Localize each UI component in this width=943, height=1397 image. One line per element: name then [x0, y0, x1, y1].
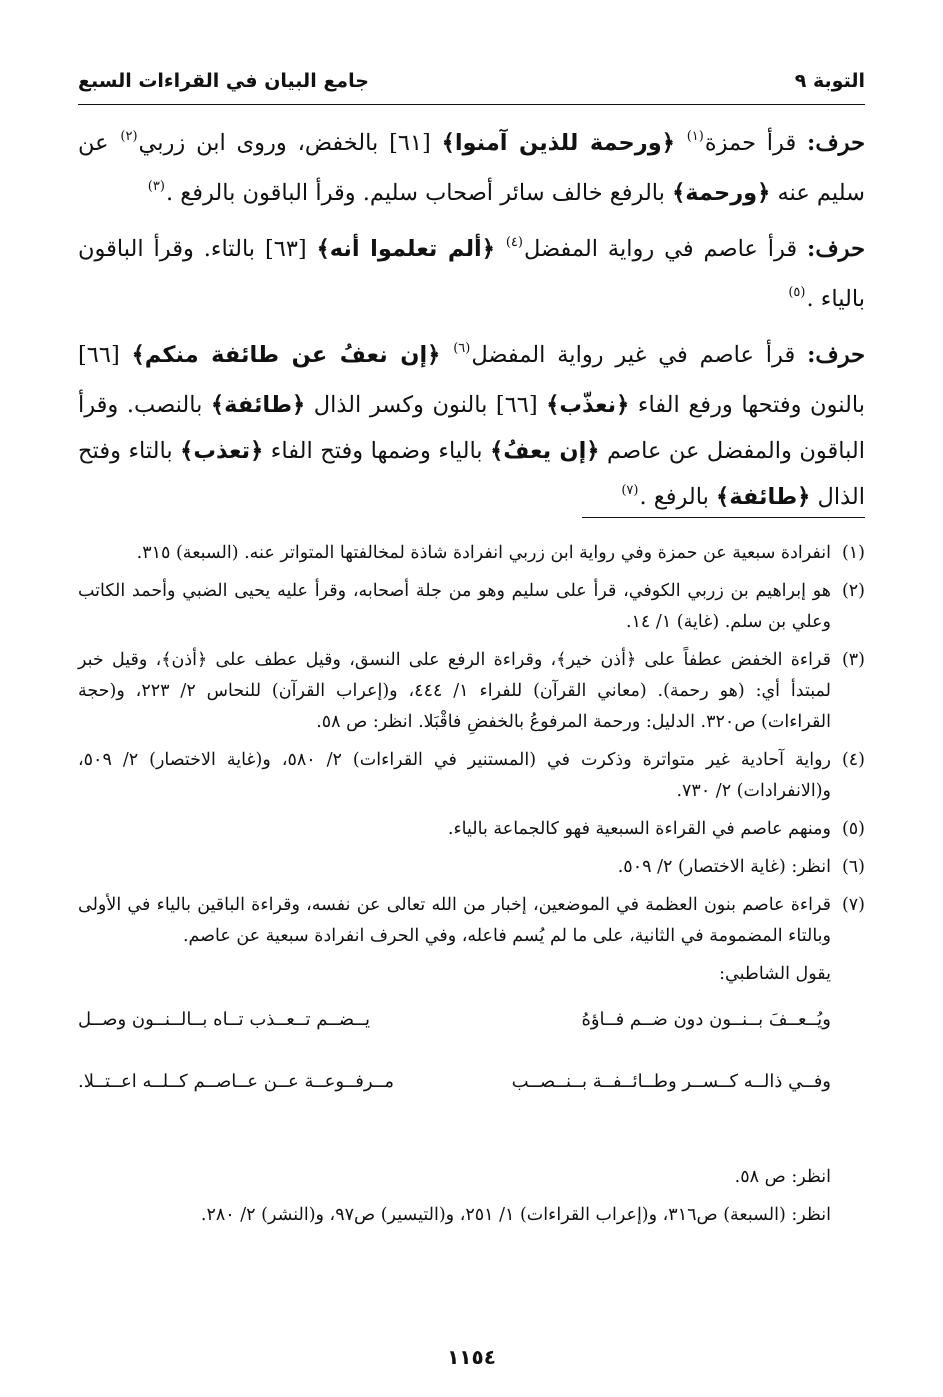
quran-quote: ﴿تعذب﴾ — [180, 438, 264, 464]
text-run: قرأ عاصم في رواية المفضل — [523, 236, 808, 262]
footnote-number: (٥) — [841, 819, 865, 839]
footnote-7 — [78, 890, 865, 952]
quran-quote: ﴿ألم تعلموا أنه﴾ — [316, 236, 495, 262]
verse-line — [78, 1066, 831, 1098]
text-run: بالتاء وفتح الذال — [78, 438, 865, 510]
footnote-1 — [78, 538, 865, 569]
verse-second-hemistich: مــرفــوعــة عــن عــاصــم كــلــه اعــتــلا. — [78, 1071, 394, 1092]
text-run: [٦٦] بالنون وكسر الذال — [305, 392, 547, 418]
text-run — [440, 342, 452, 368]
footnote-ref: (٣) — [147, 179, 165, 194]
verse-first-hemistich: ويُــعــفَ بــنــون دون ضــم فــاؤهُ — [581, 1009, 831, 1030]
harf-label: حرف: — [807, 342, 866, 368]
footnotes — [78, 538, 865, 1238]
quran-quote: ﴿طائفة﴾ — [210, 392, 306, 418]
paragraph-1 — [78, 120, 865, 220]
text-run — [675, 130, 686, 156]
footnote-number: (٦) — [841, 857, 865, 877]
text-run — [495, 236, 505, 262]
footnote-4 — [78, 745, 865, 807]
harf-label: حرف: — [807, 236, 865, 262]
footnote-number: (١) — [841, 543, 865, 563]
reference-line: انظر: (السبعة) ص٣١٦، و(إعراب القراءات) ١/ ٢٥١، و(التيسير) ص٩٧، و(النشر) ٢/ ٢٨٠. — [200, 1205, 831, 1225]
quran-quote: ﴿إن نعفُ عن طائفة منكم﴾ — [131, 342, 441, 368]
footnote-3 — [78, 645, 865, 738]
text-run: بالنصب. وقرأ الباقون والمفضل عن عاصم — [78, 392, 866, 464]
footnote-number: (٢) — [841, 581, 865, 601]
footnote-number: (٣) — [841, 650, 865, 670]
footnote-text: انظر: (غاية الاختصار) ٢/ ٥٠٩. — [617, 857, 831, 877]
text-run: [٦١] بالخفض، وروى ابن زربي — [138, 130, 442, 156]
footnote-text: ومنهم عاصم في القراءة السبعية فهو كالجماعة بالياء. — [447, 819, 831, 839]
text-run: عن سليم عنه — [78, 130, 865, 206]
harf-label: حرف: — [807, 130, 865, 156]
text-run: قرأ عاصم في غير رواية المفضل — [471, 342, 808, 368]
footnote-text: قراءة عاصم بنون العظمة في الموضعين، إخبار من الله تعالى عن نفسه، وقراءة الباقين بالياء في الأولى وبالتاء المضمومة في الثانية، على ما لم يُسم فاعله، وفي الحرف انفرادة سبعية عن عاصم. — [78, 895, 831, 946]
quran-quote: ﴿ورحمة للذين آمنوا﴾ — [441, 130, 675, 156]
footnote-separator — [582, 517, 865, 518]
quran-quote: ﴿ورحمة﴾ — [672, 180, 771, 206]
footnote-text: انفرادة سبعية عن حمزة وفي رواية ابن زربي انفرادة شاذة لمخالفتها المتواتر عنه. (السبعة) ٣١٥. — [136, 543, 831, 563]
quran-quote: ﴿نعذّب﴾ — [546, 392, 630, 418]
text-run: بالرفع . — [639, 484, 717, 510]
page-number: ١١٥٤ — [447, 1345, 496, 1369]
text-run: بالياء وضمها وفتح الفاء — [263, 438, 491, 464]
footnote-5 — [78, 814, 865, 845]
verse-first-hemistich: وفــي ذالــه كــســر وطــائــفــة بــنــصــب — [511, 1071, 831, 1092]
header-book-title: جامع البيان في القراءات السبع — [78, 70, 369, 92]
footnote-text: قراءة الخفض عطفاً على ﴿أذن خير﴾، وقراءة الرفع على النسق، وقيل عطف على ﴿أذن﴾، وقيل خبر لمبتدأ أي: (هو رحمة). (معاني القرآن) للفراء ١/ ٤٤٤، و(إعراب القرآن) للنحاس ٢/ ٢٢٣، و(حجة القراءات) ص٣٢٠. الدليل: ورحمة المرفوعُ بالخفضِ فاقْبَلا. انظر: ص ٥٨. — [78, 650, 831, 732]
reference-line: انظر: ص ٥٨. — [734, 1167, 831, 1187]
footnote-text: هو إبراهيم بن زربي الكوفي، قرأ على سليم وهو من جلة أصحابه، وقرأ عليه يحيى الضبي وأحمد الكاتب وعلي بن سلم. (غاية) ١/ ١٤. — [78, 581, 831, 632]
paragraph-2 — [78, 226, 865, 326]
quran-quote: ﴿إن يعفُ﴾ — [490, 438, 600, 464]
footnote-2 — [78, 576, 865, 638]
footnote-number: (٤) — [841, 750, 865, 770]
footnote-ref: (٧) — [621, 483, 639, 498]
main-text — [78, 120, 865, 530]
text-run: [٦٦] بالنون وفتحها ورفع الفاء — [78, 342, 865, 418]
header-surah: التوبة ٩ — [794, 70, 865, 92]
quran-quote: ﴿طائفة﴾ — [716, 484, 811, 510]
footnote-ref: (٤) — [505, 235, 523, 250]
text-run: قرأ حمزة — [704, 130, 808, 156]
poet-intro: يقول الشاطبي: — [719, 964, 831, 984]
text-run: بالرفع خالف سائر أصحاب سليم. وقرأ الباقون بالرفع . — [165, 180, 673, 206]
footnote-ref: (٦) — [453, 341, 471, 356]
footnote-ref: (٢) — [120, 129, 138, 144]
paragraph-3 — [78, 332, 865, 524]
shatibi-verses — [78, 1004, 865, 1098]
header-rule — [78, 104, 865, 105]
running-header — [78, 64, 865, 98]
footnote-ref: (٥) — [788, 285, 806, 300]
footnote-6 — [78, 852, 865, 883]
footnote-number: (٧) — [841, 895, 865, 915]
footnote-ref: (١) — [686, 129, 704, 144]
verse-second-hemistich: يــضــم تــعــذب تــاه بــالــنــون وصــل — [78, 1009, 370, 1030]
text-run: [٦٣] بالتاء. وقرأ الباقون بالياء . — [78, 236, 865, 312]
footnote-text: رواية آحادية غير متواترة وذكرت في (المستنير في القراءات) ٢/ ٥٨٠، و(غاية الاختصار) ٢/ ٥٠٩، و(الانفرادات) ٢/ ٧٣٠. — [78, 750, 831, 801]
verse-line — [78, 1004, 831, 1036]
